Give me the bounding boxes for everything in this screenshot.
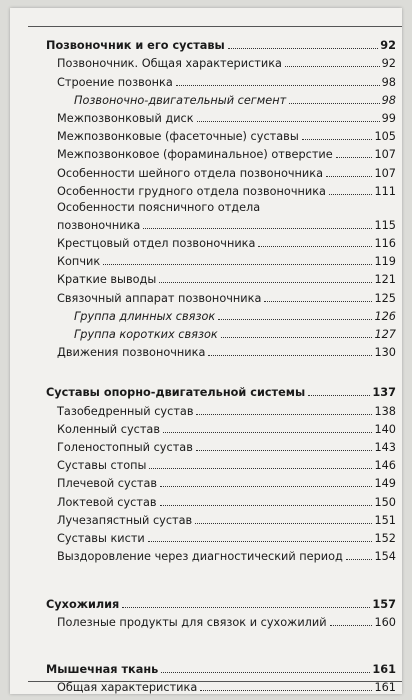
dot-leader bbox=[149, 468, 372, 469]
toc-entry-title: Движения позвоночника bbox=[57, 346, 206, 360]
toc-entry-title: Крестцовый отдел позвоночника bbox=[57, 237, 256, 251]
toc-page-number: 138 bbox=[374, 404, 396, 418]
toc-page-number: 107 bbox=[374, 148, 396, 162]
toc-entry[interactable] bbox=[10, 399, 402, 417]
section-gap bbox=[10, 563, 402, 593]
toc-entry[interactable] bbox=[10, 250, 402, 268]
toc-entry[interactable] bbox=[10, 527, 402, 545]
toc-entry-title: Общая характеристика bbox=[57, 680, 198, 694]
toc-entry-title: Особенности поясничного отдела bbox=[57, 200, 261, 214]
dot-leader bbox=[160, 505, 373, 506]
toc-page-number: 92 bbox=[380, 39, 396, 53]
dot-leader bbox=[302, 139, 373, 140]
toc-page-number: 146 bbox=[374, 459, 396, 473]
dot-leader bbox=[159, 282, 372, 283]
toc-section-entry[interactable] bbox=[10, 381, 402, 399]
toc-entry[interactable] bbox=[10, 418, 402, 436]
toc-page-number: 161 bbox=[372, 662, 396, 676]
dot-leader bbox=[221, 337, 373, 338]
toc-page-number: 161 bbox=[374, 680, 396, 694]
toc-page-number: 92 bbox=[381, 57, 396, 71]
dot-leader bbox=[336, 157, 373, 158]
toc-page-number: 105 bbox=[374, 130, 396, 144]
toc-entry-title: Суставы кисти bbox=[57, 531, 145, 545]
toc-entry[interactable] bbox=[10, 125, 402, 143]
dot-leader bbox=[160, 486, 372, 487]
toc-entry-title: Межпозвонковое (фораминальное) отверстие bbox=[57, 148, 333, 162]
dot-leader bbox=[330, 625, 373, 626]
toc-entry-title: Связочный аппарат позвоночника bbox=[57, 291, 262, 305]
toc-entry[interactable] bbox=[10, 305, 402, 323]
toc-page-number: 119 bbox=[374, 255, 396, 269]
toc-entry-title: Локтевой сустав bbox=[57, 495, 157, 509]
dot-leader bbox=[196, 414, 372, 415]
dot-leader bbox=[326, 176, 372, 177]
dot-leader bbox=[148, 541, 373, 542]
toc-page-number: 121 bbox=[374, 273, 396, 287]
toc-page-number: 115 bbox=[374, 218, 396, 232]
toc-entry[interactable] bbox=[10, 52, 402, 70]
toc-entry-title: Особенности грудного отдела позвоночника bbox=[57, 184, 326, 198]
toc-entry-title: Позвоночник. Общая характеристика bbox=[57, 57, 282, 71]
toc-page-number: 149 bbox=[374, 477, 396, 491]
toc-entry[interactable] bbox=[10, 143, 402, 161]
toc-page-number: 140 bbox=[374, 422, 396, 436]
toc-page-number: 154 bbox=[374, 550, 396, 564]
toc-entry-title: Мышечная ткань bbox=[46, 662, 159, 676]
toc-page-number: 98 bbox=[381, 93, 396, 107]
dot-leader bbox=[285, 66, 380, 67]
toc-page-number: 143 bbox=[374, 440, 396, 454]
dot-leader bbox=[143, 228, 372, 229]
toc-entry[interactable] bbox=[10, 454, 402, 472]
toc-entry[interactable] bbox=[10, 545, 402, 563]
toc-entry-title: Тазобедренный сустав bbox=[57, 404, 194, 418]
toc-entry-title: Позвоночно-двигательный сегмент bbox=[74, 93, 287, 107]
dot-leader bbox=[289, 103, 379, 104]
toc-entry-title: Коленный сустав bbox=[57, 422, 160, 436]
toc-page-number: 98 bbox=[381, 75, 396, 89]
toc-entry-title: Строение позвонка bbox=[57, 75, 173, 89]
toc-entry[interactable] bbox=[10, 676, 402, 694]
toc-entry[interactable] bbox=[10, 107, 402, 125]
toc-entry[interactable] bbox=[10, 341, 402, 359]
toc-entry-title: Межпозвонковый диск bbox=[57, 111, 194, 125]
toc-entry-title: Суставы опорно-двигательной системы bbox=[46, 386, 306, 400]
toc-page-number: 116 bbox=[374, 237, 396, 251]
toc-entry-title: Особенности шейного отдела позвоночника bbox=[57, 166, 324, 180]
toc-entry-title: Суставы стопы bbox=[57, 459, 147, 473]
book-page bbox=[10, 8, 402, 694]
toc-entry-title: Межпозвонковые (фасеточные) суставы bbox=[57, 130, 299, 144]
toc-page-number: 150 bbox=[374, 495, 396, 509]
toc-page-number: 127 bbox=[374, 328, 396, 341]
dot-leader bbox=[163, 432, 372, 433]
toc-entry[interactable] bbox=[10, 214, 402, 232]
toc-entry-title: Группа длинных связок bbox=[74, 309, 216, 323]
toc-entry-title: Плечевой сустав bbox=[57, 477, 158, 491]
toc-entry[interactable] bbox=[10, 509, 402, 527]
dot-leader bbox=[208, 355, 372, 356]
toc-entry[interactable] bbox=[10, 180, 402, 198]
dot-leader bbox=[122, 607, 370, 608]
toc-entry[interactable] bbox=[10, 198, 402, 214]
toc-entry[interactable] bbox=[10, 89, 402, 107]
dot-leader bbox=[103, 264, 372, 265]
toc-page-number: 160 bbox=[374, 616, 396, 630]
dot-leader bbox=[329, 194, 372, 195]
toc-entry-title: Выздоровление через диагностический период bbox=[57, 550, 343, 564]
section-gap bbox=[10, 629, 402, 657]
section-gap bbox=[10, 359, 402, 381]
dot-leader bbox=[161, 672, 370, 673]
toc-entry-title: Голеностопный сустав bbox=[57, 440, 193, 454]
toc-entry[interactable] bbox=[10, 286, 402, 304]
dot-leader bbox=[308, 395, 370, 396]
toc-page-number: 125 bbox=[374, 291, 396, 305]
dot-leader bbox=[196, 450, 373, 451]
dot-leader bbox=[218, 319, 372, 320]
toc-page-number: 157 bbox=[372, 598, 396, 612]
toc-entry-title: Полезные продукты для связок и сухожилий bbox=[57, 616, 327, 630]
dot-leader bbox=[258, 246, 372, 247]
toc-entry[interactable] bbox=[10, 232, 402, 250]
toc-entry[interactable] bbox=[10, 268, 402, 286]
toc-page-number: 99 bbox=[381, 111, 396, 125]
toc-entry[interactable] bbox=[10, 323, 402, 341]
toc-entry-title: Позвоночник и его суставы bbox=[46, 39, 225, 53]
toc-page-number: 151 bbox=[374, 513, 396, 527]
dot-leader bbox=[176, 85, 380, 86]
toc-section-entry[interactable] bbox=[10, 34, 402, 52]
toc-page-number: 126 bbox=[374, 309, 396, 323]
dot-leader bbox=[264, 301, 372, 302]
toc-page-number: 137 bbox=[372, 386, 396, 400]
toc-entry[interactable] bbox=[10, 472, 402, 490]
toc-entry-title: Копчик bbox=[57, 255, 101, 269]
dot-leader bbox=[346, 559, 373, 560]
top-rule bbox=[28, 26, 402, 27]
toc-section-entry[interactable] bbox=[10, 657, 402, 675]
toc-entry-title: Группа коротких связок bbox=[74, 328, 218, 341]
toc-entry[interactable] bbox=[10, 70, 402, 88]
toc-entry-title: Сухожилия bbox=[46, 598, 120, 612]
dot-leader bbox=[195, 523, 372, 524]
dot-leader bbox=[197, 121, 380, 122]
dot-leader bbox=[228, 48, 379, 49]
dot-leader bbox=[200, 690, 372, 691]
toc-section-entry[interactable] bbox=[10, 593, 402, 611]
toc-entry[interactable] bbox=[10, 161, 402, 179]
toc-page-number: 130 bbox=[374, 346, 396, 360]
toc-entry-title: Краткие выводы bbox=[57, 273, 157, 287]
table-of-contents bbox=[10, 34, 402, 694]
toc-entry-title: Лучезапястный сустав bbox=[57, 513, 193, 527]
toc-page-number: 152 bbox=[374, 531, 396, 545]
toc-entry-title: позвоночника bbox=[57, 218, 141, 232]
toc-entry[interactable] bbox=[10, 611, 402, 629]
toc-entry[interactable] bbox=[10, 490, 402, 508]
toc-entry[interactable] bbox=[10, 436, 402, 454]
bottom-rule bbox=[28, 681, 402, 682]
toc-page-number: 107 bbox=[374, 166, 396, 180]
toc-page-number: 111 bbox=[374, 184, 396, 198]
